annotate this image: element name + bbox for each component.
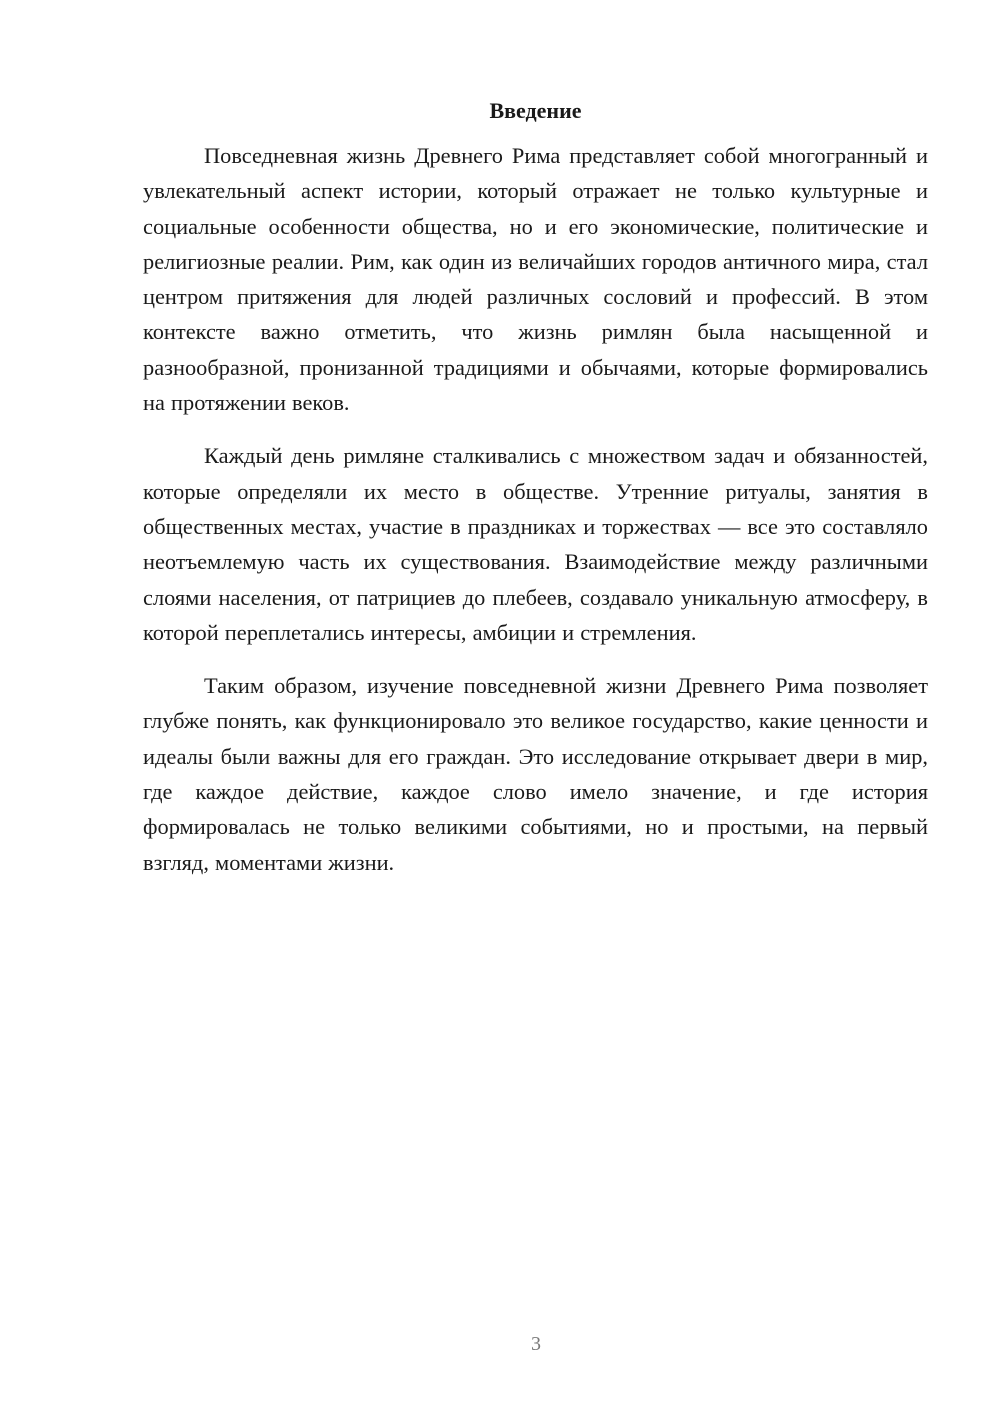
section-title: Введение bbox=[489, 98, 582, 123]
paragraph-3: Таким образом, изучение повседневной жизни Древнего Рима позволяет глубже понять, как функционировало это великое государство, какие ценности и идеалы были важны для его граждан. Это исследование открывает двери в мир, где каждое действие, каждое слово имело значение, и где история формировалась не только великими событиями, но и простыми, на первый взгляд, моментами жизни. bbox=[143, 673, 928, 875]
page-number: 3 bbox=[531, 1333, 541, 1355]
paragraph-1: Повседневная жизнь Древнего Рима представляет собой многогранный и увлекательный аспект истории, который отражает не только культурные и социальные особенности общества, но и его экономические, политические и религиозные реалии. Рим, как один из величайших городов античного мира, стал центром притяжения для людей различных сословий и профессий. В этом контексте важно отметить, что жизнь римлян была насыщенной и разнообразной, пронизанной традициями и обычаями, которые формировались на протяжении веков. bbox=[143, 143, 928, 416]
paragraph-2: Каждый день римляне сталкивались с множеством задач и обязанностей, которые определяли их место в обществе. Утренние ритуалы, занятия в общественных местах, участие в праздниках и торжествах — все это составляло неотъемлемую часть их существования. Взаимодействие между различными слоями населения, от патрициев до плебеев, создавало уникальную атмосферу, в которой переплетались интересы, амбиции и стремления. bbox=[143, 443, 928, 645]
page-content bbox=[143, 96, 928, 898]
